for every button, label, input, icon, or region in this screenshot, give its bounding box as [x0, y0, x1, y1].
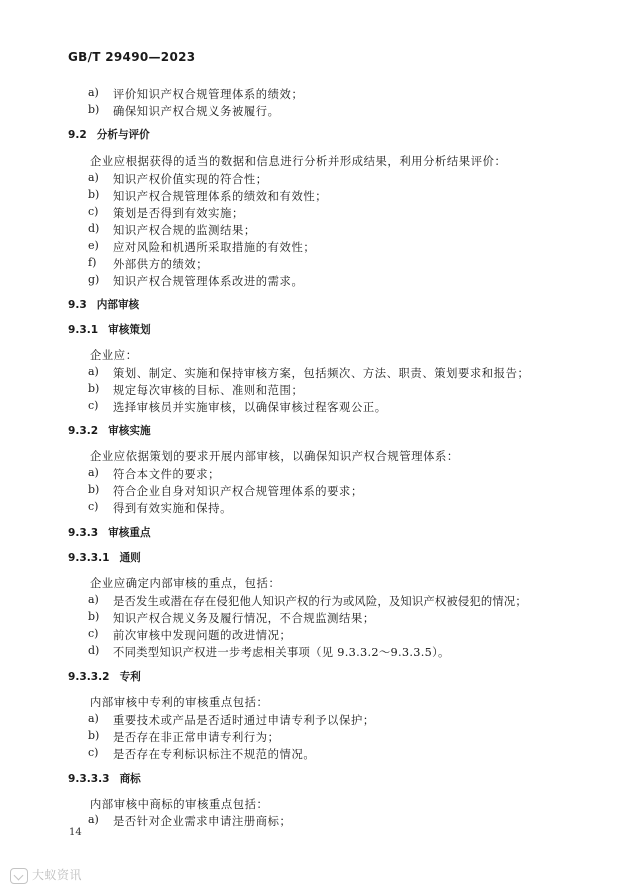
- section-title: 分析与评价: [96, 129, 150, 141]
- list-item-mark: b): [88, 610, 100, 623]
- section-title: 商标: [119, 773, 141, 785]
- section-number: 9.3.3.1: [68, 552, 110, 564]
- section-heading-9-3-3-3: [68, 771, 141, 786]
- list-item-text: 知识产权合规管理体系改进的需求。: [113, 275, 304, 288]
- section-number: 9.2: [68, 129, 87, 141]
- list-item-mark: b): [88, 188, 100, 201]
- section-heading-9-3-3: [68, 525, 151, 540]
- list-item-text: 知识产权价值实现的符合性；: [113, 173, 268, 186]
- list-item-text: 规定每次审核的目标、准则和范围；: [113, 384, 304, 397]
- list-item-text: 重要技术或产品是否适时通过申请专利予以保护；: [113, 714, 375, 727]
- list-item-text: 应对风险和机遇所采取措施的有效性；: [113, 241, 316, 254]
- section-heading-9-2: [68, 127, 150, 142]
- list-item-text: 知识产权合规义务及履行情况，不合规监测结果；: [113, 612, 375, 625]
- list-item-mark: g): [88, 273, 100, 286]
- list-item-mark: c): [88, 399, 99, 412]
- list-item-mark: d): [88, 644, 100, 657]
- list-item-text: 是否存在专利标识标注不规范的情况。: [113, 748, 316, 761]
- list-item-mark: a): [88, 171, 99, 184]
- section-intro: 内部审核中专利的审核重点包括：: [90, 696, 269, 709]
- section-heading-9-3-2: [68, 423, 151, 438]
- list-item-mark: c): [88, 627, 99, 640]
- list-item-mark: a): [88, 365, 99, 378]
- section-intro: 企业应根据获得的适当的数据和信息进行分析并形成结果，利用分析结果评价：: [90, 155, 507, 168]
- standard-number: GB/T 29490—2023: [68, 50, 196, 64]
- list-item-mark: d): [88, 222, 100, 235]
- list-item-mark: b): [88, 729, 100, 742]
- section-title: 专利: [119, 671, 141, 683]
- section-intro: 企业应依据策划的要求开展内部审核，以确保知识产权合规管理体系：: [90, 450, 459, 463]
- watermark-logo-icon: [10, 868, 28, 884]
- section-intro: 内部审核中商标的审核重点包括：: [90, 798, 269, 811]
- list-item-mark: a): [88, 86, 99, 99]
- watermark: [10, 866, 82, 884]
- section-number: 9.3: [68, 299, 87, 311]
- list-item-text: 不同类型知识产权进一步考虑相关事项（见 9.3.3.2～9.3.3.5）。: [113, 646, 450, 659]
- list-item-text: 外部供方的绩效；: [113, 258, 209, 271]
- list-item-mark: a): [88, 466, 99, 479]
- section-intro: 企业应：: [90, 349, 138, 362]
- list-item-text: 得到有效实施和保持。: [113, 502, 232, 515]
- list-item-mark: a): [88, 593, 99, 606]
- section-title: 审核实施: [108, 425, 151, 437]
- list-item-text: 符合企业自身对知识产权合规管理体系的要求；: [113, 485, 363, 498]
- list-item-text: 策划是否得到有效实施；: [113, 207, 244, 220]
- list-item-text: 评价知识产权合规管理体系的绩效；: [113, 88, 304, 101]
- list-item-text: 是否发生或潜在存在侵犯他人知识产权的行为或风险，及知识产权被侵犯的情况；: [113, 595, 527, 608]
- section-intro: 企业应确定内部审核的重点，包括：: [90, 577, 281, 590]
- section-number: 9.3.1: [68, 324, 99, 336]
- section-number: 9.3.3.3: [68, 773, 110, 785]
- section-heading-9-3-1: [68, 322, 151, 337]
- list-item-text: 确保知识产权合规义务被履行。: [113, 105, 280, 118]
- section-heading-9-3-3-1: [68, 550, 141, 565]
- list-item-text: 知识产权合规的监测结果；: [113, 224, 256, 237]
- section-title: 通则: [119, 552, 141, 564]
- list-item-mark: a): [88, 813, 99, 826]
- list-item-text: 是否存在非正常申请专利行为；: [113, 731, 280, 744]
- list-item-mark: c): [88, 205, 99, 218]
- section-heading-9-3: [68, 297, 139, 312]
- list-item-mark: f): [88, 256, 97, 269]
- section-heading-9-3-3-2: [68, 669, 141, 684]
- list-item-text: 选择审核员并实施审核，以确保审核过程客观公正。: [113, 401, 387, 414]
- page-number: 14: [69, 827, 82, 838]
- list-item-mark: b): [88, 483, 100, 496]
- list-item-text: 是否针对企业需求申请注册商标；: [113, 815, 292, 828]
- section-title: 审核策划: [108, 324, 151, 336]
- section-number: 9.3.2: [68, 425, 99, 437]
- list-item-text: 策划、制定、实施和保持审核方案，包括频次、方法、职责、策划要求和报告；: [113, 367, 530, 380]
- watermark-text: 大蚁资讯: [32, 868, 83, 882]
- list-item-text: 知识产权合规管理体系的绩效和有效性；: [113, 190, 328, 203]
- list-item-mark: b): [88, 382, 100, 395]
- section-title: 内部审核: [96, 299, 140, 311]
- list-item-mark: a): [88, 712, 99, 725]
- section-number: 9.3.3.2: [68, 671, 110, 683]
- list-item-mark: e): [88, 239, 99, 252]
- list-item-text: 前次审核中发现问题的改进情况；: [113, 629, 292, 642]
- list-item-mark: c): [88, 500, 99, 513]
- list-item-text: 符合本文件的要求；: [113, 468, 221, 481]
- list-item-mark: b): [88, 103, 100, 116]
- section-title: 审核重点: [108, 527, 151, 539]
- section-number: 9.3.3: [68, 527, 99, 539]
- list-item-mark: c): [88, 746, 99, 759]
